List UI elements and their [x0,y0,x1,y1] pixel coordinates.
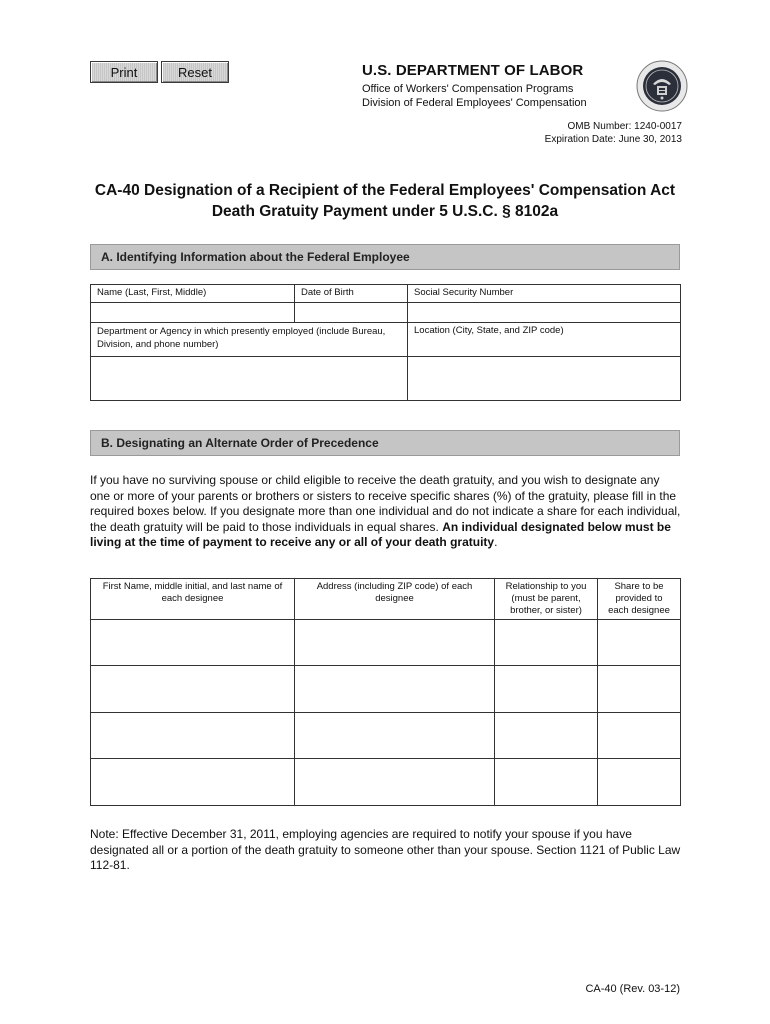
table-row [91,759,681,806]
section-b-heading: B. Designating an Alternate Order of Precedence [90,430,680,456]
omb-info [545,120,682,146]
designee-address-field[interactable] [295,713,495,759]
designee-relationship-field[interactable] [495,759,598,806]
print-button[interactable]: Print [90,61,158,83]
department-label: Department or Agency in which presently employed (include Bureau, Division, and phone number) [91,323,408,357]
designee-relationship-field[interactable] [495,620,598,666]
table-row [91,666,681,713]
form-revision: CA-40 (Rev. 03-12) [585,983,680,995]
instructions-text: If you have no surviving spouse or child eligible to receive the death gratuity, and you wish to designate any one or more of your parents or brothers or sisters to receive specific shares (%) of the gratuity, please fill in the required boxes below. If you designate more than one individual and do not indicate a share for each individual, the death gratuity will be paid to those individuals in equal shares. [90,473,681,534]
reset-button[interactable]: Reset [161,61,229,83]
designee-share-field[interactable] [598,713,681,759]
designee-table [90,578,681,806]
designee-relationship-header: Relationship to you (must be parent, brother, or sister) [495,579,598,620]
location-label: Location (City, State, and ZIP code) [408,323,681,357]
form-title-line-1: CA-40 Designation of a Recipient of the Federal Employees' Compensation Act [94,182,676,199]
designee-share-field[interactable] [598,666,681,713]
designee-share-field[interactable] [598,620,681,666]
designee-address-field[interactable] [295,759,495,806]
section-a-heading: A. Identifying Information about the Federal Employee [90,244,680,270]
designee-relationship-field[interactable] [495,713,598,759]
designee-address-header: Address (including ZIP code) of each designee [295,579,495,620]
instructions-end: . [494,535,498,549]
designee-name-field[interactable] [91,759,295,806]
designee-name-field[interactable] [91,666,295,713]
table-row [91,620,681,666]
form-title [0,180,770,222]
office-name: Office of Workers' Compensation Programs [362,83,574,95]
dob-label: Date of Birth [295,285,408,303]
section-a-table [90,284,681,401]
department-field[interactable] [91,357,408,401]
designee-name-header: First Name, middle initial, and last name of each designee [91,579,295,620]
designee-address-field[interactable] [295,666,495,713]
instructions-bold-text: An individual designated below must be living at the time of payment to receive any or all of your death gratuity [90,519,671,549]
name-label: Name (Last, First, Middle) [91,285,295,303]
location-field[interactable] [408,357,681,401]
omb-number: OMB Number: 1240-0017 [567,121,682,132]
designee-share-header: Share to be provided to each designee [598,579,681,620]
agency-name: U.S. DEPARTMENT OF LABOR [362,62,584,79]
note-text: Note: Effective December 31, 2011, employing agencies are required to notify your spouse if you have designated all or a portion of the death gratuity to someone other than your spouse. Section 1121 of Public Law 112-81. [90,827,681,872]
section-b-instructions [90,473,682,551]
expiration-date: Expiration Date: June 30, 2013 [544,134,682,145]
designee-address-field[interactable] [295,620,495,666]
ssn-field[interactable] [408,303,681,323]
table-row [91,713,681,759]
designee-relationship-field[interactable] [495,666,598,713]
designee-name-field[interactable] [91,620,295,666]
form-title-line-2: Death Gratuity Payment under 5 U.S.C. § 8102a [211,203,559,220]
name-field[interactable] [91,303,295,323]
designee-share-field[interactable] [598,759,681,806]
division-name: Division of Federal Employees' Compensation [362,97,587,109]
dob-field[interactable] [295,303,408,323]
designee-name-field[interactable] [91,713,295,759]
ssn-label: Social Security Number [408,285,681,303]
dol-seal-icon [636,60,688,112]
